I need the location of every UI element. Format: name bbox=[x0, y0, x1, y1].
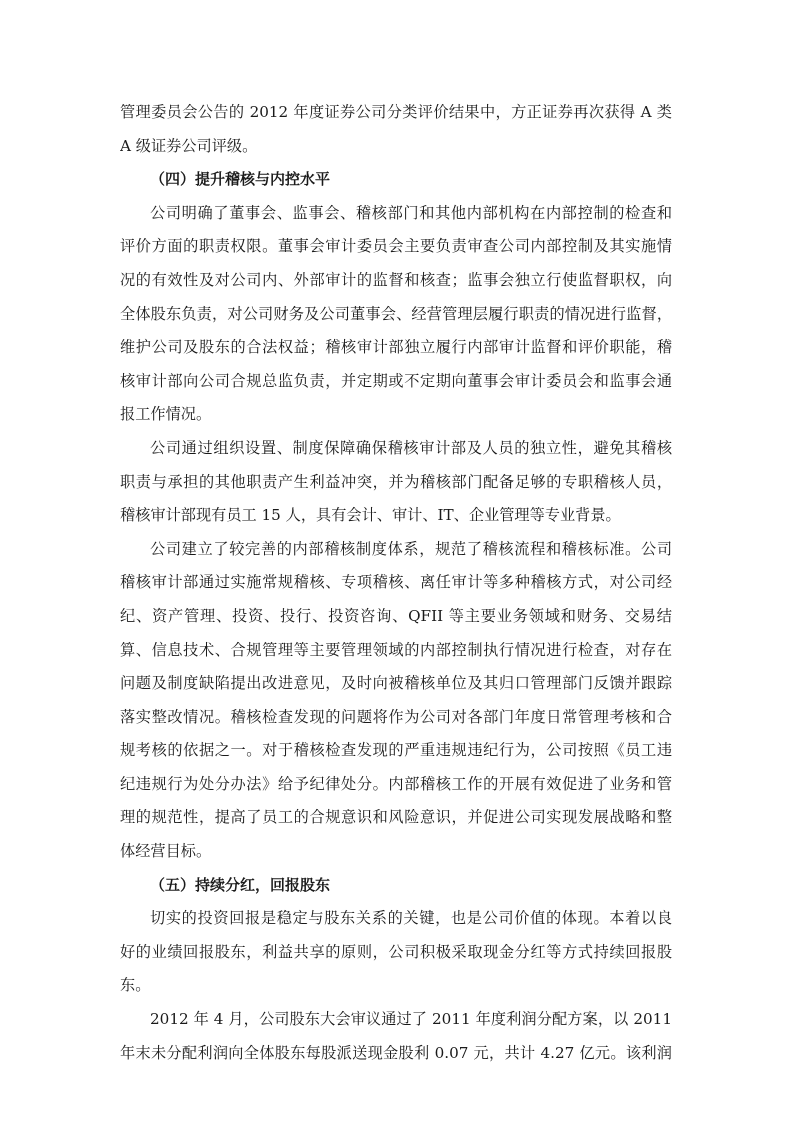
section-heading-4: （四）提升稽核与内控水平 bbox=[150, 170, 331, 189]
text-line: 规考核的依据之一。对于稽核检查发现的严重违规违纪行为，公司按照《员工违 bbox=[120, 741, 672, 760]
paragraph-responsibilities bbox=[120, 197, 672, 432]
text-line: 东。 bbox=[120, 976, 151, 995]
text-line: 好的业绩回报股东，利益共享的原则，公司积极采取现金分红等方式持续回报股 bbox=[120, 942, 672, 961]
paragraph-dividend-2012 bbox=[120, 1003, 672, 1070]
document-page bbox=[120, 96, 672, 1070]
text-line: 核审计部向公司合规总监负责，并定期或不定期向董事会审计委员会和监事会通 bbox=[120, 371, 672, 390]
text-line: 报工作情况。 bbox=[120, 405, 212, 424]
text-line: 评价方面的职责权限。董事会审计委员会主要负责审查公司内部控制及其实施情 bbox=[120, 237, 672, 256]
section-heading-5: （五）持续分红，回报股东 bbox=[150, 875, 331, 894]
text-line: 落实整改情况。稽核检查发现的问题将作为公司对各部门年度日常管理考核和合 bbox=[120, 707, 672, 726]
text-line: 管理委员会公告的 2012 年度证券公司分类评价结果中，方正证券再次获得 A 类 bbox=[120, 103, 672, 121]
text-line: A 级证券公司评级。 bbox=[120, 136, 258, 155]
text-line: 稽核审计部现有员工 15 人，具有会计、审计、IT、企业管理等专业背景。 bbox=[120, 506, 621, 525]
paragraph-returns bbox=[120, 902, 672, 1003]
text-line: 年末未分配利润向全体股东每股派送现金股利 0.07 元，共计 4.27 亿元。该利润 bbox=[120, 1043, 672, 1062]
text-line: 公司通过组织设置、制度保障确保稽核审计部及人员的独立性，避免其稽核 bbox=[150, 438, 672, 457]
paragraph-continuation bbox=[120, 96, 672, 163]
text-line: 2012 年 4 月，公司股东大会审议通过了 2011 年度利润分配方案，以 2011 bbox=[150, 1010, 672, 1029]
text-line: 切实的投资回报是稳定与股东关系的关键，也是公司价值的体现。本着以良 bbox=[150, 909, 672, 928]
text-line: 况的有效性及对公司内、外部审计的监督和核查；监事会独立行使监督职权，向 bbox=[120, 270, 672, 289]
paragraph-audit-system bbox=[120, 533, 672, 869]
text-line: 维护公司及股东的合法权益；稽核审计部独立履行内部审计监督和评价职能，稽 bbox=[120, 338, 672, 357]
text-line: 公司明确了董事会、监事会、稽核部门和其他内部机构在内部控制的检查和 bbox=[150, 203, 672, 222]
text-line: 职责与承担的其他职责产生利益冲突，并为稽核部门配备足够的专职稽核人员， bbox=[120, 472, 672, 491]
text-line: 体经营目标。 bbox=[120, 842, 212, 861]
text-line: 公司建立了较完善的内部稽核制度体系，规范了稽核流程和稽核标准。公司 bbox=[150, 539, 672, 558]
text-line: 纪、资产管理、投资、投行、投资咨询、QFII 等主要业务领域和财务、交易结 bbox=[120, 606, 672, 625]
paragraph-independence bbox=[120, 432, 672, 533]
text-line: 全体股东负责，对公司财务及公司董事会、经营管理层履行职责的情况进行监督， bbox=[120, 304, 672, 323]
text-line: 问题及制度缺陷提出改进意见，及时向被稽核单位及其归口管理部门反馈并跟踪 bbox=[120, 674, 672, 693]
text-line: 理的规范性，提高了员工的合规意识和风险意识，并促进公司实现发展战略和整 bbox=[120, 808, 672, 827]
text-line: 稽核审计部通过实施常规稽核、专项稽核、离任审计等多种稽核方式，对公司经 bbox=[120, 573, 672, 592]
text-line: 算、信息技术、合规管理等主要管理领域的内部控制执行情况进行检查，对存在 bbox=[120, 640, 672, 659]
text-line: 纪违规行为处分办法》给予纪律处分。内部稽核工作的开展有效促进了业务和管 bbox=[120, 774, 672, 793]
